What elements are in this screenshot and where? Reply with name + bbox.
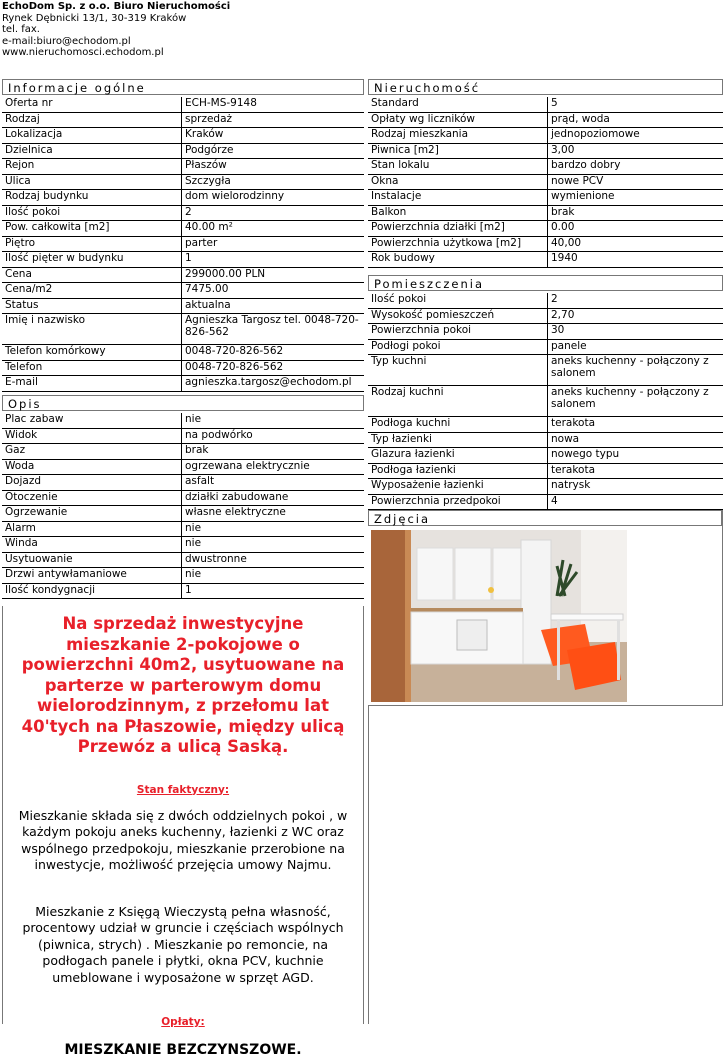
row-value: jednopoziomowe [551, 128, 640, 140]
row-label: Instalacje [368, 190, 548, 205]
row-value: nowa [551, 432, 580, 445]
row-value: 2 [551, 293, 558, 305]
table-row [2, 175, 364, 191]
row-label: Piwnica [m2] [368, 144, 548, 159]
table-row [2, 221, 364, 237]
photos-title: Zdjęcia [368, 510, 722, 526]
row-value: wymienione [551, 190, 615, 202]
row-value: aktualna [185, 298, 231, 311]
table-row [2, 444, 364, 460]
table-row [2, 522, 364, 538]
row-label: Rodzaj kuchni [368, 386, 548, 416]
table-row [368, 479, 723, 495]
row-label: Oferta nr [2, 97, 182, 112]
table-row [368, 309, 723, 325]
table-row [2, 568, 364, 584]
row-label: Winda [2, 537, 182, 552]
row-value: własne elektryczne [185, 506, 286, 518]
table-row [368, 221, 723, 237]
rooms-table [368, 293, 723, 510]
row-label: Dzielnica [2, 144, 182, 159]
table-row [2, 144, 364, 160]
right-column-rule [368, 706, 369, 1024]
description-table [2, 413, 364, 599]
table-row [2, 159, 364, 175]
row-label: Gaz [2, 444, 182, 459]
table-row [368, 128, 723, 144]
row-value: 299000.00 PLN [185, 267, 266, 280]
photos-section [368, 510, 723, 706]
table-row [368, 144, 723, 160]
row-value: ogrzewana elektrycznie [185, 459, 310, 472]
row-value: Płaszów [185, 159, 227, 171]
fees-text: MIESZKANIE BEZCZYNSZOWE. [64, 1042, 302, 1058]
table-row [368, 237, 723, 253]
row-value: prąd, woda [551, 112, 610, 125]
row-value: Szczygła [185, 174, 231, 187]
offer-description [2, 606, 364, 1058]
row-label: Pow. całkowita [m2] [2, 221, 182, 236]
table-row [2, 206, 364, 222]
table-row [2, 553, 364, 569]
row-value: nie [185, 521, 202, 534]
row-label: Typ kuchni [368, 355, 548, 385]
row-value: terakota [551, 417, 596, 429]
row-value: 2 [185, 205, 192, 218]
table-row [2, 475, 364, 491]
row-value: Agnieszka Targosz tel. 0048-720-826-562 [185, 314, 359, 338]
row-label: Rodzaj budynku [2, 190, 182, 205]
fees-heading: Opłaty: [161, 1016, 205, 1028]
row-label: Wysokość pomieszczeń [368, 309, 548, 324]
row-label: Okna [368, 175, 548, 190]
row-value: Podgórze [185, 143, 234, 156]
rooms-section [368, 275, 723, 510]
row-label: Alarm [2, 522, 182, 537]
row-label: Powierzchnia użytkowa [m2] [368, 237, 548, 252]
row-value: asfalt [185, 475, 215, 487]
table-row [368, 175, 723, 191]
row-value: brak [185, 444, 209, 456]
row-value: 7475.00 [185, 283, 229, 295]
row-label: Powierzchnia przedpokoi [368, 495, 548, 510]
table-row [368, 97, 723, 113]
table-row [368, 293, 723, 309]
row-label: Standard [368, 97, 548, 112]
table-row [2, 252, 364, 268]
row-label: Stan lokalu [368, 159, 548, 174]
row-label: Ulica [2, 175, 182, 190]
row-label: Rok budowy [368, 252, 548, 267]
row-value: 0.00 [551, 221, 575, 233]
row-label: Wyposażenie łazienki [368, 479, 548, 494]
table-row [368, 324, 723, 340]
table-row [368, 386, 723, 417]
row-label: Plac zabaw [2, 413, 182, 428]
row-label: Dojazd [2, 475, 182, 490]
row-value: natrysk [551, 479, 591, 491]
table-row [368, 495, 723, 511]
row-value: dwustronne [185, 552, 247, 565]
row-label: Balkon [368, 206, 548, 221]
table-row [2, 491, 364, 507]
company-email: e-mail:biuro@echodom.pl [2, 35, 131, 47]
table-row [368, 206, 723, 222]
company-header [2, 1, 230, 59]
row-value: nie [185, 537, 202, 549]
table-row [2, 584, 364, 600]
row-value: dom wielorodzinny [185, 190, 285, 202]
row-value: sprzedaż [185, 112, 233, 125]
general-info-section [2, 79, 364, 392]
row-value: 1940 [551, 252, 578, 264]
description-paragraph-2: Mieszkanie z Księgą Wieczystą pełna własność, procentowy udział w gruncie i częściach wspólnych (piwnica, strych) . Mieszkanie po remoncie, na podłogach panele i płytki, okna PCV, kuchnie umeblowane i wyposażone w sprzęt AGD. [22, 903, 344, 985]
row-label: Podłoga kuchni [368, 417, 548, 432]
row-label: Piętro [2, 237, 182, 252]
row-label: Drzwi antywłamaniowe [2, 568, 182, 583]
row-label: Rejon [2, 159, 182, 174]
table-row [2, 429, 364, 445]
row-value: 1 [185, 252, 192, 264]
table-row [2, 283, 364, 299]
row-label: Ilość pokoi [2, 206, 182, 221]
table-row [368, 433, 723, 449]
table-row [368, 252, 723, 268]
row-label: Podłogi pokoi [368, 340, 548, 355]
table-row [368, 417, 723, 433]
row-value: 0048-720-826-562 [185, 345, 284, 357]
property-table [368, 97, 723, 268]
table-row [368, 159, 723, 175]
table-row [2, 237, 364, 253]
row-value: działki zabudowane [185, 490, 289, 503]
row-label: Status [2, 299, 182, 314]
description-title: Opis [2, 395, 364, 411]
row-label: Usytuowanie [2, 553, 182, 568]
table-row [2, 190, 364, 206]
table-row [2, 97, 364, 113]
row-label: Otoczenie [2, 491, 182, 506]
row-value: terakota [551, 463, 596, 476]
table-row [2, 345, 364, 361]
row-label: Widok [2, 429, 182, 444]
row-label: E-mail [2, 376, 182, 391]
table-row [368, 448, 723, 464]
row-value: 30 [551, 324, 565, 336]
row-label: Woda [2, 460, 182, 475]
row-label: Opłaty wg liczników [368, 113, 548, 128]
row-value: 40,00 [551, 236, 582, 249]
table-row [2, 268, 364, 284]
row-value: 0048-720-826-562 [185, 360, 284, 373]
row-value: 1 [185, 583, 192, 596]
row-label: Glazura łazienki [368, 448, 548, 463]
table-row [368, 340, 723, 356]
table-row [2, 376, 364, 392]
row-value: nowe PCV [551, 174, 604, 187]
row-label: Ilość pokoi [368, 293, 548, 308]
general-info-table [2, 97, 364, 392]
company-address: Rynek Dębnicki 13/1, 30-319 Kraków [2, 12, 187, 24]
table-row [368, 355, 723, 386]
row-value: aneks kuchenny - połączony z salonem [551, 386, 709, 410]
table-row [2, 413, 364, 429]
row-value: nowego typu [551, 448, 620, 460]
row-label: Typ łazienki [368, 433, 548, 448]
row-label: Rodzaj [2, 113, 182, 128]
row-label: Podłoga łazienki [368, 464, 548, 479]
row-label: Telefon komórkowy [2, 345, 182, 360]
row-value: ECH-MS-9148 [185, 97, 257, 109]
row-value: agnieszka.targosz@echodom.pl [185, 376, 352, 388]
table-row [368, 190, 723, 206]
table-row [2, 460, 364, 476]
row-label: Powierzchnia pokoi [368, 324, 548, 339]
property-section [368, 79, 723, 268]
row-value: 40.00 m² [185, 221, 233, 233]
row-label: Ilość kondygnacji [2, 584, 182, 599]
company-website: www.nieruchomosci.echodom.pl [2, 47, 164, 58]
apartment-photo[interactable] [371, 530, 627, 702]
row-label: Imię i nazwisko [2, 314, 182, 344]
row-label: Ogrzewanie [2, 506, 182, 521]
row-label: Telefon [2, 361, 182, 376]
row-value: 4 [551, 494, 558, 507]
row-label: Cena [2, 268, 182, 283]
description-section [2, 395, 364, 599]
row-value: 3,00 [551, 143, 575, 156]
row-value: brak [551, 205, 575, 218]
row-value: parter [185, 236, 218, 249]
row-label: Cena/m2 [2, 283, 182, 298]
row-label: Ilość pięter w budynku [2, 252, 182, 267]
rooms-title: Pomieszczenia [368, 275, 723, 291]
row-value: panele [551, 339, 587, 352]
row-value: Kraków [185, 128, 224, 140]
table-row [2, 361, 364, 377]
table-row [2, 299, 364, 315]
company-name: EchoDom Sp. z o.o. Biuro Nieruchomości [2, 1, 231, 12]
state-heading: Stan faktyczny: [136, 783, 230, 796]
table-row [2, 113, 364, 129]
row-value: aneks kuchenny - połączony z salonem [551, 355, 709, 379]
row-value: 5 [551, 97, 558, 109]
row-value: bardzo dobry [551, 159, 621, 171]
row-label: Powierzchnia działki [m2] [368, 221, 548, 236]
row-value: nie [185, 568, 202, 580]
row-label: Rodzaj mieszkania [368, 128, 548, 143]
table-row [2, 128, 364, 144]
general-info-title: Informacje ogólne [2, 79, 364, 95]
offer-headline: Na sprzedaż inwestycyjne mieszkanie 2-pokojowe o powierzchni 40m2, usytuowane na parterze w parterowym domu wielorodzinnym, z przełomu lat 40'tych na Płaszowie, między ulicą Przewóz a ulicą Saską. [21, 614, 345, 756]
table-row [2, 537, 364, 553]
row-value: na podwórko [185, 428, 253, 441]
property-title: Nieruchomość [368, 79, 723, 95]
table-row [368, 113, 723, 129]
table-row [2, 506, 364, 522]
company-phone: tel. fax. [2, 24, 40, 35]
row-value: 2,70 [551, 308, 575, 321]
row-label: Lokalizacja [2, 128, 182, 143]
row-value: nie [185, 413, 202, 425]
kitchen-photo-icon [371, 530, 627, 702]
description-paragraph-1: Mieszkanie składa się z dwóch oddzielnych pokoi , w każdym pokoju aneks kuchenny, łazienki z WC oraz wspólnego przedpokoju, mieszkanie przerobione na inwestycje, możliwość przejęcia umowy Najmu. [18, 807, 348, 872]
table-row [2, 314, 364, 345]
table-row [368, 464, 723, 480]
